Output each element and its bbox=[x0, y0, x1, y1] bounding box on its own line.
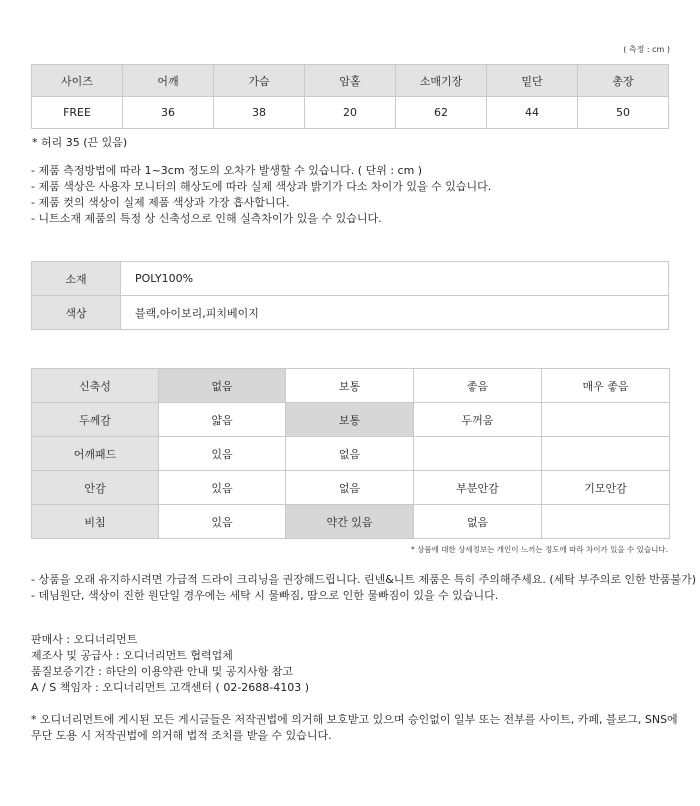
feel-row-lining bbox=[32, 471, 670, 505]
product-feel-table bbox=[31, 368, 670, 539]
fabric-value: POLY100% bbox=[121, 262, 669, 296]
feel-label: 신축성 bbox=[32, 369, 159, 403]
fabric-value: 블랙,아이보리,피치베이지 bbox=[121, 296, 669, 330]
size-table-row bbox=[32, 97, 669, 129]
feel-cell: 보통 bbox=[286, 403, 414, 437]
seller-info-line: A / S 책임자 : 오디너리먼트 고객센터 ( 02-2688-4103 ) bbox=[31, 681, 310, 694]
measure-notes bbox=[31, 163, 491, 227]
feel-cell: 있음 bbox=[159, 505, 286, 539]
size-cell: 44 bbox=[487, 97, 578, 129]
feel-cell: 있음 bbox=[159, 471, 286, 505]
size-table-header-row bbox=[32, 65, 669, 97]
size-cell: FREE bbox=[32, 97, 123, 129]
size-cell: 20 bbox=[305, 97, 396, 129]
feel-row-sheerness bbox=[32, 505, 670, 539]
fabric-row-color bbox=[32, 296, 669, 330]
feel-row-shoulder-pad bbox=[32, 437, 670, 471]
feel-label: 안감 bbox=[32, 471, 159, 505]
feel-cell: 부분안감 bbox=[414, 471, 542, 505]
size-header-cell: 총장 bbox=[578, 65, 669, 97]
care-note-line: - 상품을 오래 유지하시려면 가급적 드라이 크리닝을 권장해드립니다. 린넨&니트 제품은 특히 주의해주세요. (세탁 부주의로 인한 반품불가) bbox=[31, 573, 696, 586]
feel-cell: 없음 bbox=[414, 505, 542, 539]
feel-label: 어깨패드 bbox=[32, 437, 159, 471]
feel-row-stretch bbox=[32, 369, 670, 403]
size-header-cell: 사이즈 bbox=[32, 65, 123, 97]
feel-cell: 두꺼움 bbox=[414, 403, 542, 437]
copyright-line: 무단 도용 시 저작권법에 의거해 법적 조치를 받을 수 있습니다. bbox=[31, 729, 332, 742]
feel-cell: 얇음 bbox=[159, 403, 286, 437]
seller-info-line: 판매사 : 오디너리먼트 bbox=[31, 633, 138, 646]
care-notes bbox=[31, 572, 696, 604]
size-header-cell: 어깨 bbox=[123, 65, 214, 97]
feel-cell: 보통 bbox=[286, 369, 414, 403]
size-header-cell: 밑단 bbox=[487, 65, 578, 97]
measure-note-line: - 제품 컷의 색상이 실제 제품 색상과 가장 흡사합니다. bbox=[31, 196, 290, 209]
measure-note-line: - 제품 색상은 사용자 모니터의 해상도에 따라 실제 색상과 밝기가 다소 차이가 있을 수 있습니다. bbox=[31, 180, 492, 193]
measure-note-line: - 니트소재 제품의 특정 상 신축성으로 인해 실측차이가 있을 수 있습니다. bbox=[31, 212, 382, 225]
size-header-cell: 암홀 bbox=[305, 65, 396, 97]
copyright-notice bbox=[31, 712, 678, 744]
copyright-line: * 오디너리먼트에 게시된 모든 게시글들은 저작권법에 의거해 보호받고 있으며 승인없이 일부 또는 전부를 사이트, 카페, 블로그, SNS에 bbox=[31, 713, 678, 726]
fabric-label: 소재 bbox=[32, 262, 121, 296]
feel-row-thickness bbox=[32, 403, 670, 437]
feel-cell: 없음 bbox=[286, 437, 414, 471]
unit-note: ( 측정 : cm ) bbox=[623, 45, 670, 54]
feel-cell: 없음 bbox=[286, 471, 414, 505]
size-cell: 62 bbox=[396, 97, 487, 129]
seller-info-line: 품질보증기간 : 하단의 이용약관 안내 및 공지사항 참고 bbox=[31, 665, 293, 678]
fabric-label: 색상 bbox=[32, 296, 121, 330]
feel-cell bbox=[542, 505, 670, 539]
care-note-line: - 데님원단, 색상이 진한 원단일 경우에는 세탁 시 물빠짐, 땀으로 인한 물빠짐이 있을 수 있습니다. bbox=[31, 589, 499, 602]
feel-cell: 약간 있음 bbox=[286, 505, 414, 539]
feel-cell bbox=[542, 403, 670, 437]
feel-label: 비침 bbox=[32, 505, 159, 539]
feel-cell bbox=[414, 437, 542, 471]
measure-note-line: - 제품 측정방법에 따라 1~3cm 정도의 오차가 발생할 수 있습니다. ( 단위 : cm ) bbox=[31, 164, 423, 177]
fabric-row-material bbox=[32, 262, 669, 296]
feel-label: 두께감 bbox=[32, 403, 159, 437]
feel-cell bbox=[542, 437, 670, 471]
feel-cell: 기모안감 bbox=[542, 471, 670, 505]
size-cell: 36 bbox=[123, 97, 214, 129]
feel-cell: 좋음 bbox=[414, 369, 542, 403]
waist-note: * 허리 35 (끈 있음) bbox=[32, 136, 128, 149]
size-cell: 38 bbox=[214, 97, 305, 129]
feel-cell: 있음 bbox=[159, 437, 286, 471]
seller-info-line: 제조사 및 공급사 : 오디너리먼트 협력업체 bbox=[31, 649, 233, 662]
fabric-table bbox=[31, 261, 669, 330]
size-cell: 50 bbox=[578, 97, 669, 129]
size-table bbox=[31, 64, 669, 129]
feel-cell: 매우 좋음 bbox=[542, 369, 670, 403]
size-header-cell: 가슴 bbox=[214, 65, 305, 97]
seller-info bbox=[31, 632, 309, 696]
feel-cell: 없음 bbox=[159, 369, 286, 403]
size-header-cell: 소매기장 bbox=[396, 65, 487, 97]
feel-disclaimer: * 상품에 대한 상세정보는 개인이 느끼는 정도에 따라 차이가 있을 수 있습니다. bbox=[411, 545, 668, 554]
